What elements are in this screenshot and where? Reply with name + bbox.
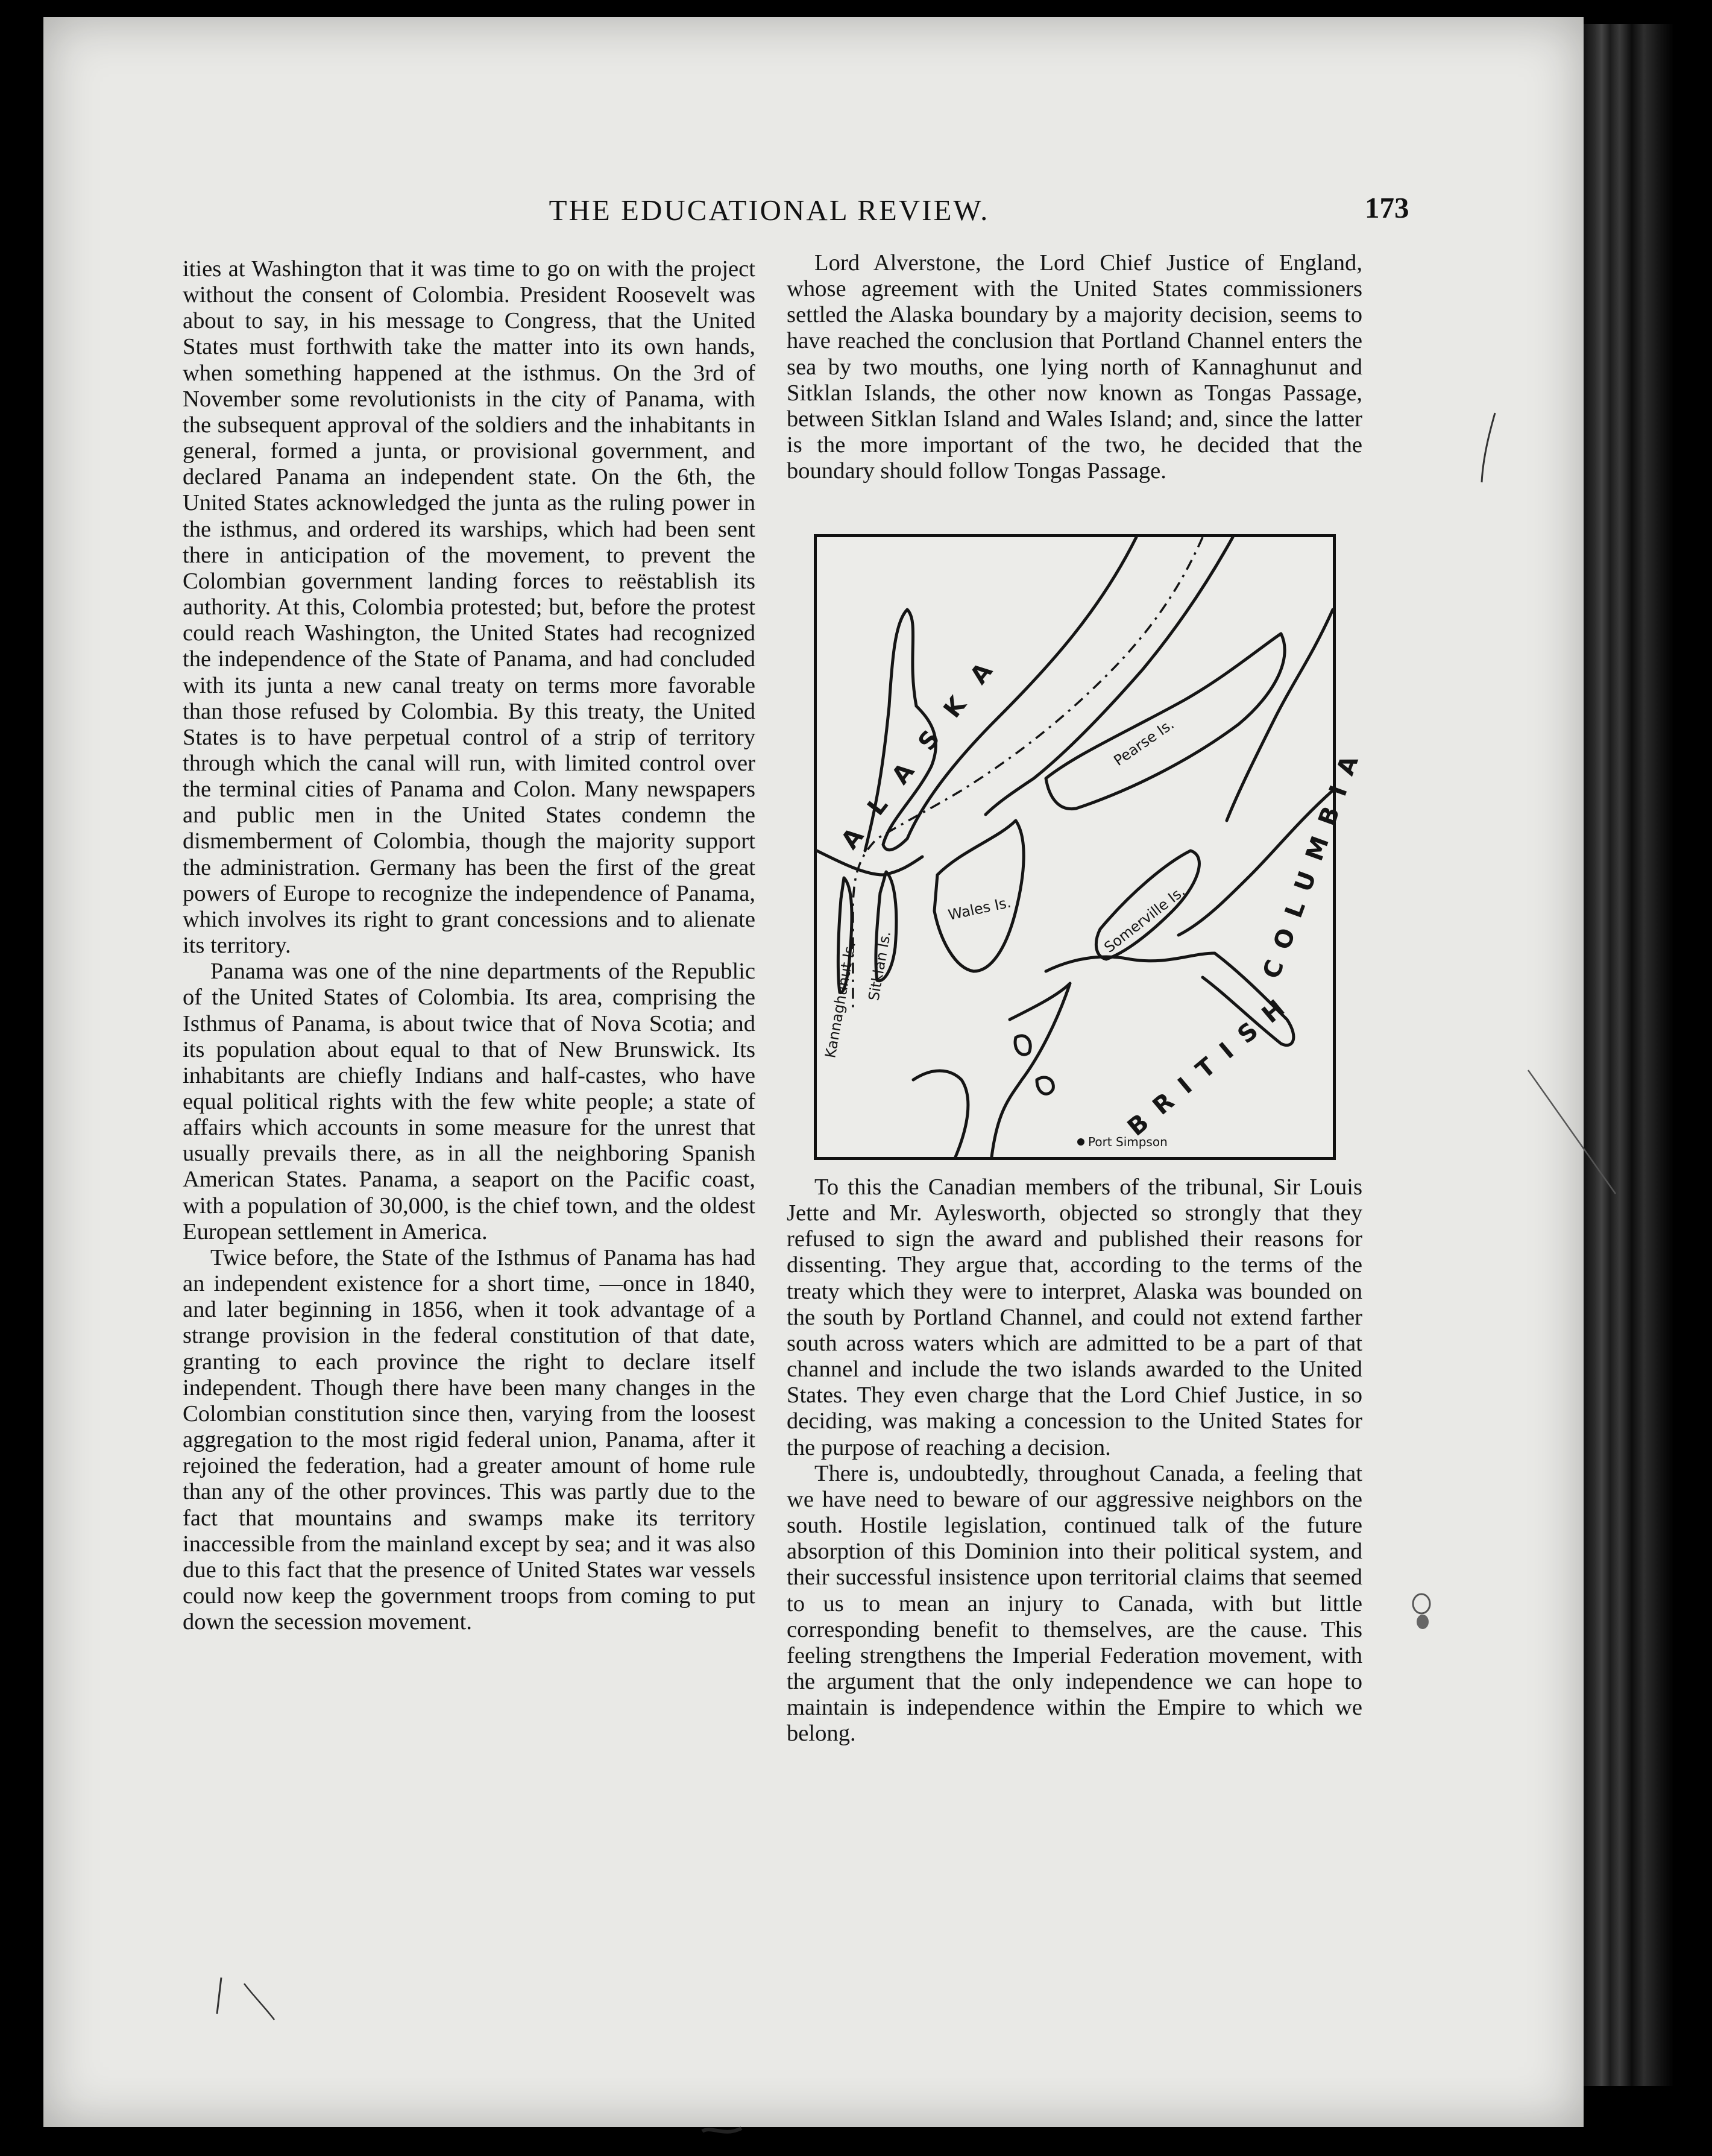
pencil-mark-bottom xyxy=(214,1965,286,2032)
port-simpson-dot xyxy=(1077,1138,1084,1146)
right-paragraph-1: Lord Alverstone, the Lord Chief Justice of England, whose agreement with the United States commissioners settled the Alaska boundary by a majority decision, seems to have reached the conclusion that Portland Channel enters the sea by two mouths, one lying north of Kannaghunut and Sitklan Islands, the other now known as Tongas Passage, between Sitklan Island and Wales Island; and, since the latter is the more important of the two, he decided that the boundary should follow Tongas Passage. xyxy=(787,250,1362,484)
coast-east-upper xyxy=(1227,610,1333,821)
label-pearse: Pearse Is. xyxy=(1110,715,1177,769)
book-spine xyxy=(1584,24,1674,2086)
page-number: 173 xyxy=(1365,191,1409,224)
ink-blot xyxy=(1405,1589,1441,1637)
right-column-top xyxy=(787,250,1362,484)
left-paragraph-2: Panama was one of the nine departments of the Republic of the United States of Colombia. Its area, comprising the Isthmus of Panama, is about twice that of Nova Scotia; and its population about equal to that of New Brunswick. Its inhabitants are chiefly Indians and half-castes, who have equal political rights with the few white people; a state of affairs which accounts in some measure for the unrest that usually prevails there, as in all the neighboring Spanish American States. Panama, a seaport on the Pacific coast, with a population of 30,000, is the chief town, and the oldest European settlement in America. xyxy=(183,959,755,1244)
label-alaska: ALASKA xyxy=(836,638,1013,855)
left-paragraph-1: ities at Washington that it was time to go on with the project without the consent of Colombia. President Roosevelt was about to say, in his message to Congress, that the United States must forthwith take the matter into its own hands, when something happened at the isthmus. On the 3rd of November some revolutionists in the city of Panama, with the subsequent approval of the soldiers and the inhabitants in general, formed a junta, or provisional government, and declared Panama an independent state. On the 6th, the United States acknowledged the junta as the ruling power in the isthmus, and ordered its warships, which had been sent there in anticipation of the movement, to prevent the Colombian government landing forces to reëstablish its authority. At this, Colombia protested; but, before the protest could reach Washington, the United States had recognized the independence of the State of Panama, and had concluded with its junta a new canal treaty on terms more favorable than those refused by Colombia. By this treaty, the United States is to have perpetual control of a strip of territory through which the canal will run, with limited control over the terminal cities of Panama and Colon. Many newspapers and public men in the United States condemn the dismemberment of Colombia, though the majority support the administration. Germany has been the first of the great powers of Europe to recognize the independence of Panama, which involves its right to grant concessions and to alienate its territory. xyxy=(183,256,755,959)
boundary-map xyxy=(814,534,1369,1160)
peninsula-south xyxy=(992,983,1070,1157)
right-paragraph-2: To this the Canadian members of the tribunal, Sir Louis Jette and Mr. Aylesworth, objected so strongly that they refused to sign the award and published their reasons for dissenting. They argue that, according to the terms of the treaty which they were to interpret, Alaska was bounded on the south by Portland Channel, and could not extend farther south across waters which are admitted to be a part of that channel and include the two islands awarded to the United States. They even charge that the Lord Chief Justice, in so deciding, was making a concession to the United States for the purpose of reaching a decision. xyxy=(787,1174,1362,1460)
label-columbia: COLUMBIA xyxy=(1257,739,1369,983)
small-island-1 xyxy=(1037,1077,1053,1094)
label-british: BRITISH xyxy=(1122,985,1301,1142)
label-wales: Wales Is. xyxy=(946,894,1013,924)
portland-canal-east xyxy=(986,537,1233,815)
left-column xyxy=(183,256,755,1635)
label-sitklan: Sitklan Is. xyxy=(865,930,895,1003)
wales-island xyxy=(934,821,1024,971)
coastline-north xyxy=(883,537,1136,850)
pencil-mark-right xyxy=(1471,410,1507,488)
coast-west xyxy=(817,851,922,875)
label-somerville: Somerville Is. xyxy=(1101,883,1189,956)
running-title: THE EDUCATIONAL REVIEW. xyxy=(549,194,990,227)
coast-south xyxy=(1046,953,1215,971)
scan-speck xyxy=(699,2122,747,2140)
label-kannaghunut: Kannaghunut Is. xyxy=(822,940,859,1060)
pencil-mark-diagonal xyxy=(1525,1067,1622,1200)
small-island-2 xyxy=(1015,1036,1030,1054)
south-islands xyxy=(913,1071,968,1157)
left-paragraph-3: Twice before, the State of the Isthmus of Panama has had an independent existence for a short time, —once in 1840, and later beginning in 1856, when it took advantage of a strange provision in the federal constitution of that date, granting to each province the right to declare itself independent. Though there have been many changes in the Colombian constitution since then, varying from the loosest aggregation to the most rigid federal union, Panama, after it rejoined the federation, had a greater amount of home rule than any of the other provinces. This was partly due to the fact that mountains and swamps make its territory inaccessible from the mainland except by sea; and it was also due to this fact that the presence of United States war vessels could now keep the government troops from coming to put down the secession movement. xyxy=(183,1244,755,1635)
label-port-simpson: Port Simpson xyxy=(1088,1135,1168,1149)
right-column-bottom xyxy=(787,1174,1362,1747)
map-drawing xyxy=(817,537,1369,1157)
right-paragraph-3: There is, undoubtedly, throughout Canada, a feeling that we have need to beware of our aggressive neighbors on the south. Hostile legislation, continued talk of the future absorption of this Dominion into their political system, and their successful insistence upon territorial claims that seemed to us to mean an injury to Canada, with but little corresponding benefit to themselves, are the cause. This feeling strengthens the Imperial Federation movement, with the argument that the only independence we can hope to maintain is independence within the Empire to which we belong. xyxy=(787,1460,1362,1747)
